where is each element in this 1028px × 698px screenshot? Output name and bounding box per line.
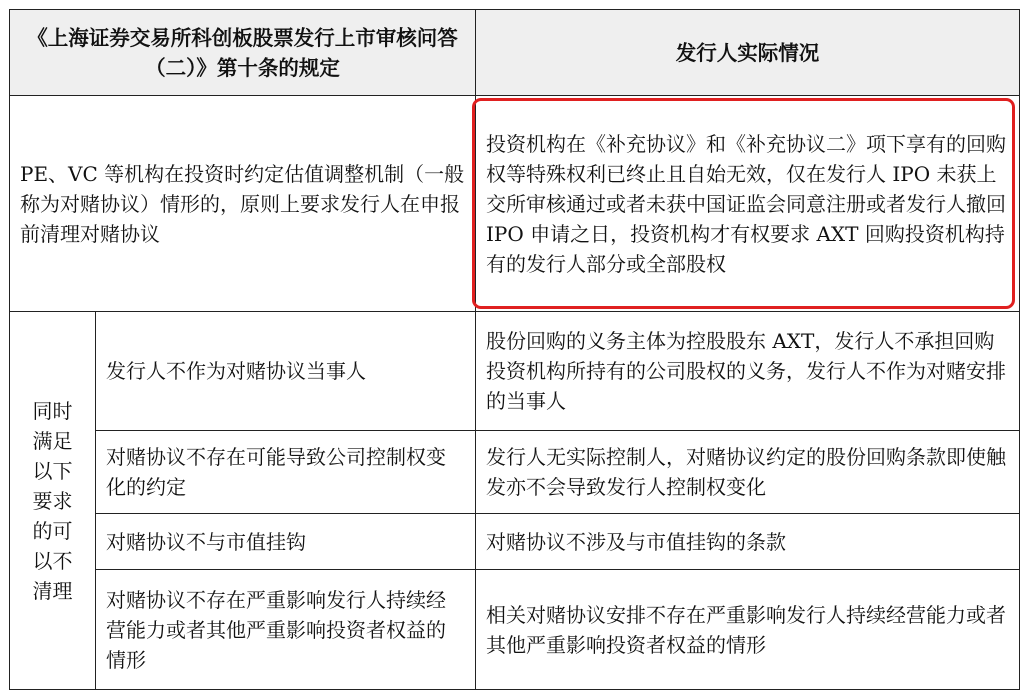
actual-header: 发行人实际情况 — [476, 10, 1020, 96]
exception-label-line: 的可 — [32, 518, 73, 543]
actual-cell: 对赌协议不涉及与市值挂钩的条款 — [476, 514, 1020, 570]
comparison-table — [9, 9, 1020, 690]
main-rule-row — [10, 96, 1020, 312]
actual-cell: 股份回购的义务主体为控股股东 AXT，发行人不承担回购投资机构所持有的公司股权的义务，发行人不作为对赌安排的当事人 — [476, 312, 1020, 431]
main-actual-cell — [476, 96, 1020, 312]
exception-label-line: 同时 — [32, 398, 73, 423]
table-row — [10, 431, 1020, 514]
exception-label-line: 以不 — [32, 548, 73, 573]
exception-label-cell — [10, 312, 96, 690]
condition-cell: 对赌协议不存在严重影响发行人持续经营能力或者其他严重影响投资者权益的情形 — [96, 570, 476, 690]
actual-cell: 相关对赌协议安排不存在严重影响发行人持续经营能力或者其他严重影响投资者权益的情形 — [476, 570, 1020, 690]
condition-cell: 发行人不作为对赌协议当事人 — [96, 312, 476, 431]
condition-cell: 对赌协议不存在可能导致公司控制权变化的约定 — [96, 431, 476, 514]
main-actual-text: 投资机构在《补充协议》和《补充协议二》项下享有的回购权等特殊权利已终止且自始无效，仅在发行人 IPO 未获上交所审核通过或者未获中国证监会同意注册或者发行人撤回 IPO 申请之日，投资机构才有权要求 AXT 回购投资机构持有的发行人部分或全部股权 — [486, 131, 1006, 276]
exception-label-line: 以下 — [32, 458, 73, 483]
table-row — [10, 312, 1020, 431]
rule-header: 《上海证券交易所科创板股票发行上市审核问答（二）》第十条的规定 — [10, 10, 476, 96]
table-row — [10, 514, 1020, 570]
exception-label-line: 要求 — [32, 488, 73, 513]
header-row — [10, 10, 1020, 96]
condition-cell: 对赌协议不与市值挂钩 — [96, 514, 476, 570]
main-requirement-cell: PE、VC 等机构在投资时约定估值调整机制（一般称为对赌协议）情形的，原则上要求发行人在申报前清理对赌协议 — [10, 96, 476, 312]
exception-label-line: 清理 — [32, 578, 73, 603]
exception-label-line: 满足 — [32, 428, 73, 453]
table-row — [10, 570, 1020, 690]
actual-cell: 发行人无实际控制人，对赌协议约定的股份回购条款即使触发亦不会导致发行人控制权变化 — [476, 431, 1020, 514]
